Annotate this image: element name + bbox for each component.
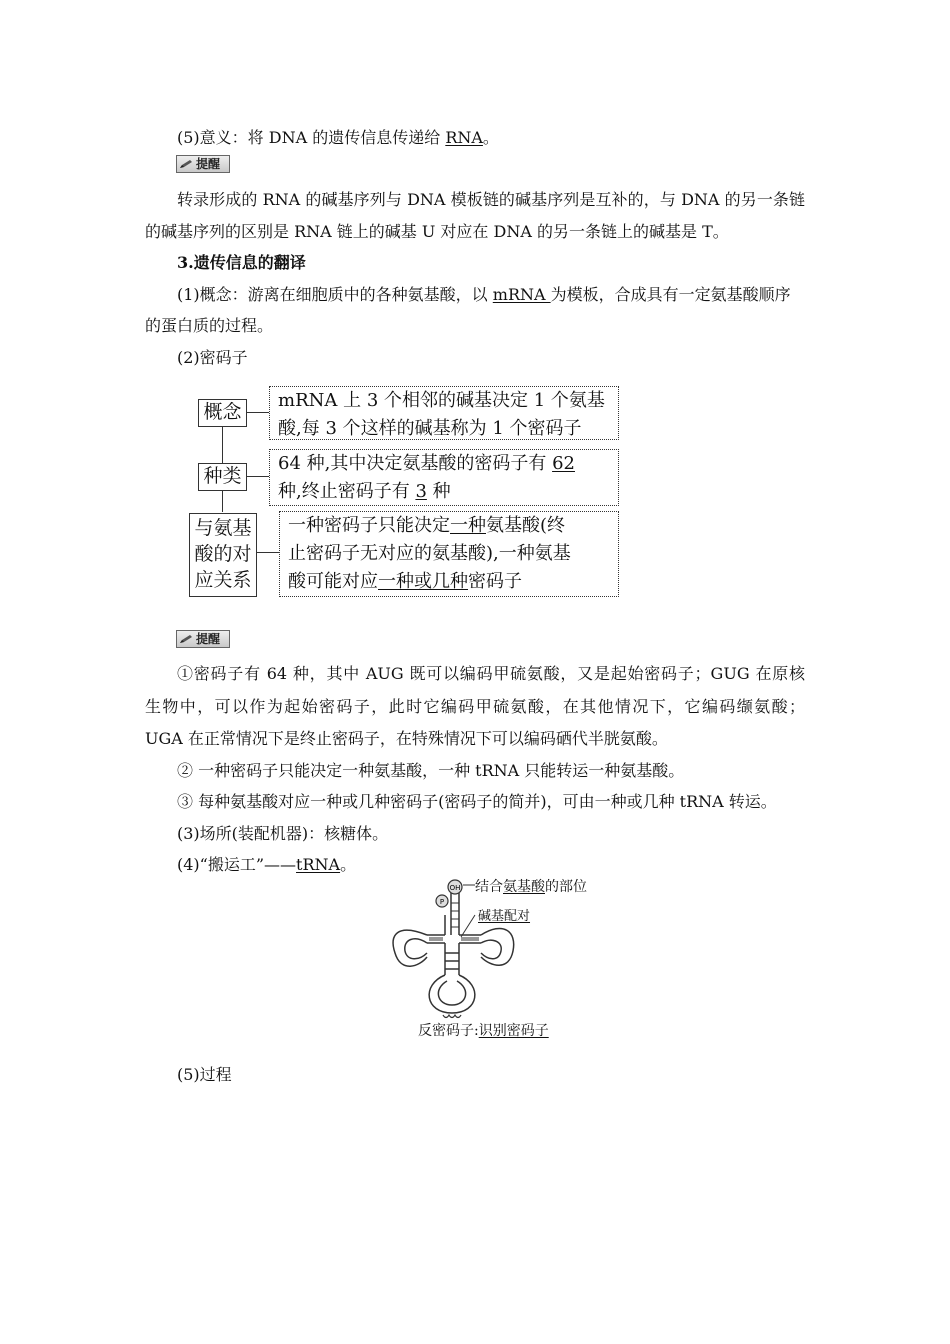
relation-detail-box [279, 511, 619, 597]
types-label-box: 种类 [198, 463, 247, 491]
tip-badge [176, 630, 230, 648]
diagram-connector [246, 412, 270, 413]
relation-detail-line [288, 512, 610, 540]
tip-item-line: 生物中，可以作为起始密码子，此时它编码甲硫氨酸，在其他情况下，它编码缬氨酸； [145, 697, 805, 716]
carrier-answer: tRNA [296, 855, 341, 874]
types-answer: 62 [552, 453, 575, 474]
process-line: (5)过程 [177, 1065, 232, 1084]
relation-label-line: 应关系 [194, 569, 252, 591]
trna-figure [385, 875, 625, 1045]
place-line: (3)场所(装配机器)：核糖体。 [177, 824, 389, 843]
trna-label-text: 的部位 [545, 879, 587, 895]
types-text: 种,终止密码子有 [278, 481, 416, 502]
meaning-suffix: 。 [482, 128, 499, 147]
concept-text: (1)概念：游离在细胞质中的各种氨基酸，以 [177, 285, 493, 304]
concept-line [177, 285, 791, 305]
trna-anticodon-label [418, 1021, 549, 1041]
tip-item-line: ①密码子有 64 种，其中 AUG 既可以编码甲硫氨酸，又是起始密码子；GUG 在原核 [177, 664, 805, 683]
concept-suffix: 为模板，合成具有一定氨基酸顺序 [550, 285, 791, 304]
relation-label-line: 与氨基 [194, 517, 252, 539]
concept-detail-line: mRNA 上 3 个相邻的碱基决定 1 个氨基 [278, 390, 605, 411]
meaning-answer: RNA [445, 128, 483, 147]
types-detail-line [278, 478, 610, 506]
tip-label: 提醒 [196, 632, 221, 646]
relation-answer: 一种 [450, 515, 486, 536]
types-text: 64 种,其中决定氨基酸的密码子有 [278, 453, 553, 474]
carrier-text: (4)“搬运工”—— [177, 855, 297, 874]
carrier-suffix: 。 [340, 855, 357, 874]
relation-detail-line [288, 568, 610, 596]
types-detail-box [269, 449, 619, 506]
relation-text: 密码子 [468, 571, 522, 592]
relation-text: 一种密码子只能决定 [288, 515, 450, 536]
types-text: 种 [426, 481, 451, 502]
tip-item-line: UGA 在正常情况下是终止密码子，在特殊情况下可以编码硒代半胱氨酸。 [145, 729, 668, 748]
tip-item-line: ② 一种密码子只能决定一种氨基酸，一种 tRNA 只能转运一种氨基酸。 [177, 761, 685, 780]
tip-item-line: ③ 每种氨基酸对应一种或几种密码子(密码子的简并)，可由一种或几种 tRNA 转运。 [177, 792, 777, 811]
trna-bind-site-label [475, 877, 587, 897]
diagram-connector [246, 476, 270, 477]
diagram-connector [222, 490, 223, 512]
concept-answer: mRNA [492, 285, 551, 304]
tip-paragraph: 转录形成的 RNA 的碱基序列与 DNA 模板链的碱基序列是互补的，与 DNA 的另一条链的碱基序列的区别是 RNA 链上的碱基 U 对应在 DNA 的另一条链上的碱基是 T。 [145, 190, 805, 241]
diagram-connector [222, 425, 223, 463]
pencil-icon [179, 159, 193, 169]
trna-label-text: 结合 [475, 879, 503, 895]
relation-text: 酸可能对应 [288, 571, 378, 592]
relation-answer: 一种或几种 [378, 571, 468, 592]
relation-detail-line: 止密码子无对应的氨基酸),一种氨基 [288, 543, 571, 564]
trna-label-text: 反密码子: [418, 1023, 479, 1039]
diagram-connector [257, 552, 279, 553]
section-title: 3.遗传信息的翻译 [177, 253, 306, 272]
concept-detail-box [269, 386, 619, 440]
meaning-line [177, 128, 499, 148]
relation-label-line: 酸的对 [194, 543, 252, 565]
tip-badge [176, 155, 230, 173]
codon-title: (2)密码子 [177, 348, 248, 367]
relation-text: 氨基酸(终 [486, 515, 566, 536]
p-label: P [439, 898, 445, 906]
concept-detail-line: 酸,每 3 个这样的碱基称为 1 个密码子 [278, 418, 582, 439]
trna-pairing-label: 碱基配对 [478, 909, 531, 924]
trna-label-answer: 识别密码子 [478, 1023, 549, 1039]
meaning-text: (5)意义：将 DNA 的遗传信息传递给 [177, 128, 446, 147]
concept-label-box: 概念 [198, 399, 247, 427]
carrier-line [177, 855, 356, 875]
relation-label-box [189, 513, 257, 597]
oh-label: OH [449, 884, 461, 892]
tip-label: 提醒 [196, 157, 221, 171]
pencil-icon [179, 634, 193, 644]
types-answer: 3 [415, 481, 427, 502]
trna-label-answer: 氨基酸 [503, 879, 545, 895]
types-detail-line [278, 450, 610, 478]
concept-line-2: 的蛋白质的过程。 [145, 316, 274, 335]
